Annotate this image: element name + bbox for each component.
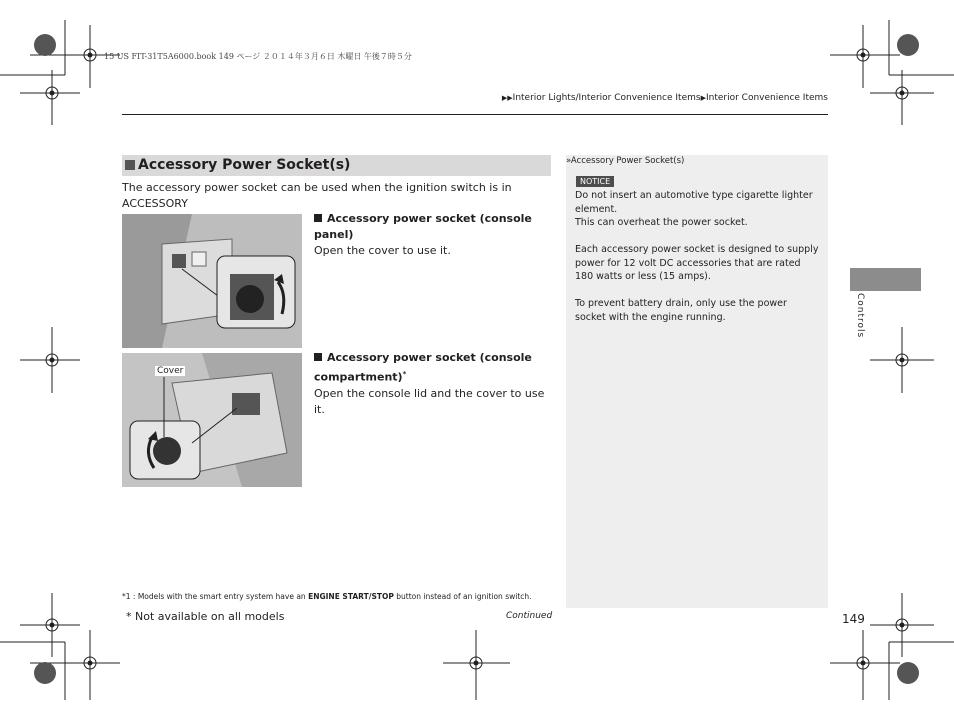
notice-badge: NOTICE	[576, 176, 614, 187]
footnote	[122, 592, 532, 601]
intro-text: The accessory power socket can be used when the ignition switch is in ACCESSORY	[122, 181, 512, 210]
console-panel-block	[314, 211, 554, 259]
cover-callout: Cover	[157, 366, 184, 376]
console-panel-illustration	[122, 214, 302, 348]
console-panel-heading: Accessory power socket (console panel)	[314, 212, 532, 241]
breadcrumb-arrow-icon: ▶▶	[501, 94, 513, 102]
subheading-square-icon	[314, 353, 322, 361]
console-panel-image	[122, 214, 302, 348]
sidebar-text	[575, 189, 820, 324]
breadcrumb-level1[interactable]: Interior Lights/Interior Convenience Items	[512, 93, 701, 103]
not-available-note: * Not available on all models	[126, 610, 285, 623]
section-heading	[122, 155, 551, 176]
sidebar-ref-text[interactable]: Accessory Power Socket(s)	[570, 156, 685, 166]
footnote-text: *1 : Models with the smart entry system have an	[122, 592, 306, 601]
console-panel-heading-wrap	[314, 211, 554, 243]
notice-text: Do not insert an automotive type cigarette lighter element.	[575, 190, 813, 215]
console-compartment-illustration	[122, 353, 302, 487]
section-tab-label: Controls	[855, 293, 865, 339]
console-compartment-text: Open the console lid and the cover to use it.	[314, 386, 545, 416]
availability-mark: *	[402, 370, 407, 378]
breadcrumb-level2[interactable]: Interior Convenience Items	[705, 93, 828, 103]
ref-arrow-icon: »	[566, 156, 571, 166]
footnote-rest: button instead of an ignition switch.	[396, 592, 532, 601]
continued-label: Continued	[506, 611, 553, 621]
overheat-text: This can overheat the power socket.	[575, 217, 748, 228]
drain-text: To prevent battery drain, only use the power socket with the engine running.	[575, 298, 787, 323]
breadcrumb-arrow-icon: ▶	[700, 94, 706, 102]
header-rule	[122, 114, 828, 115]
console-compartment-block	[314, 350, 554, 418]
subheading-square-icon	[314, 214, 322, 222]
supply-text: Each accessory power socket is designed to supply power for 12 volt DC accessories that are rated 180 watts or less (15 amps).	[575, 244, 819, 282]
console-panel-text: Open the cover to use it.	[314, 244, 451, 257]
console-compartment-image	[122, 353, 302, 487]
file-header: 15 US FIT-31T5A6000.book 149 ページ ２０１４年３月６日 木曜日 午後７時５分	[104, 52, 412, 61]
section-tab	[850, 268, 921, 291]
footnote-bold: ENGINE START/STOP	[308, 592, 394, 601]
heading-square-icon	[125, 160, 135, 170]
page-number: 149	[842, 612, 865, 626]
breadcrumb	[502, 93, 828, 103]
console-compartment-heading: Accessory power socket (console compartment)	[314, 351, 532, 384]
console-compartment-heading-wrap	[314, 350, 554, 386]
section-title: Accessory Power Socket(s)	[138, 157, 351, 173]
sidebar-ref	[566, 156, 684, 166]
